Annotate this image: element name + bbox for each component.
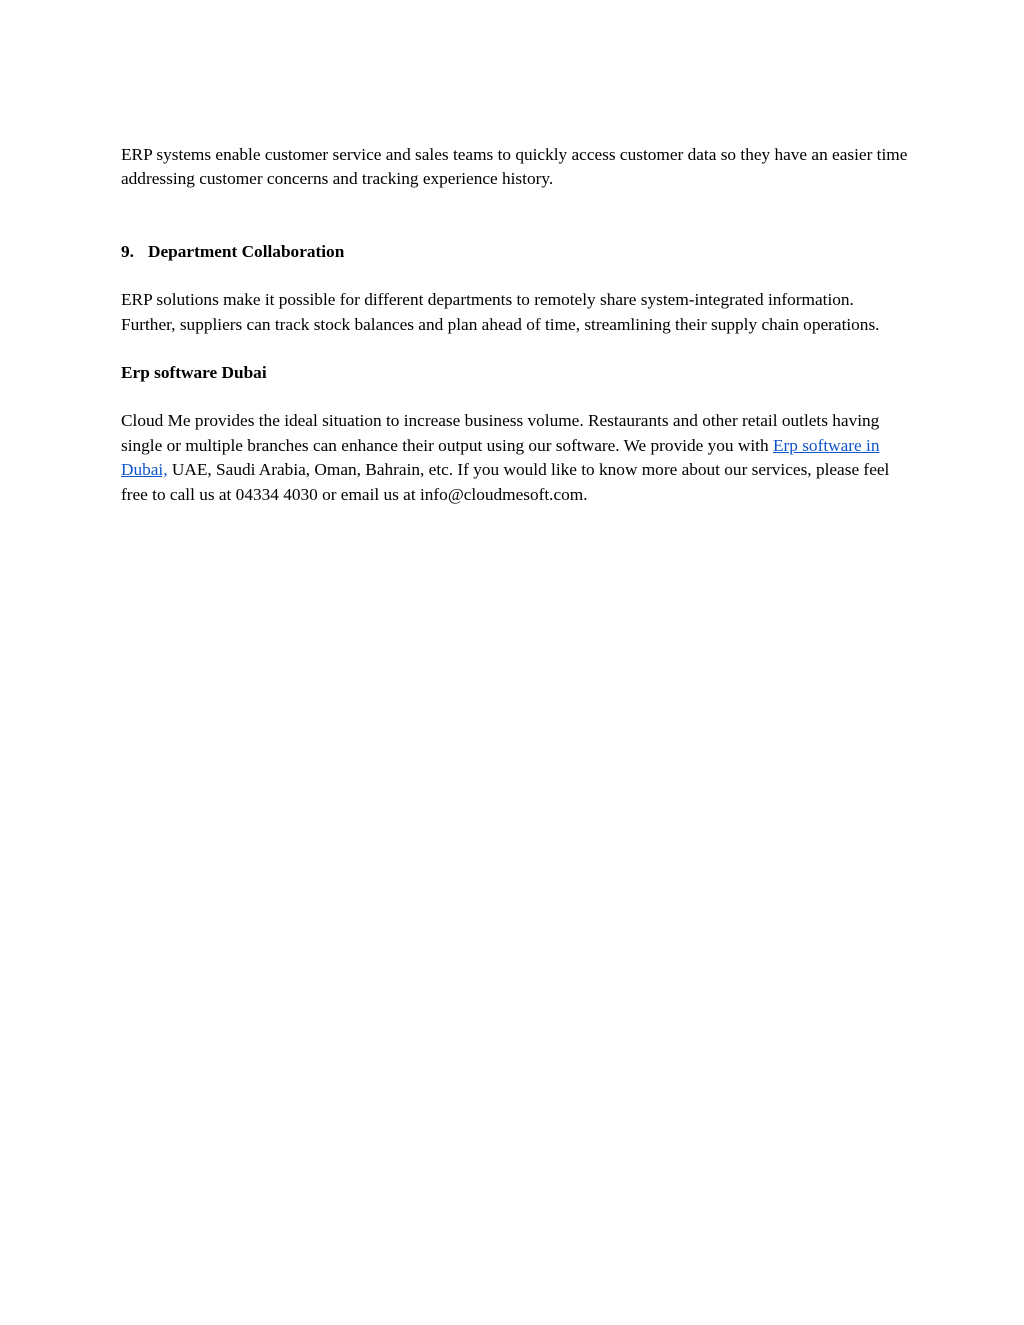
section-9-title: Department Collaboration xyxy=(148,241,345,261)
spacer xyxy=(121,264,911,288)
section-9-heading xyxy=(121,240,911,264)
spacer xyxy=(121,192,911,240)
erp-dubai-text-after: UAE, Saudi Arabia, Oman, Bahrain, etc. If you would like to know more about our services, please feel free to call us at 04334 4030 or email us at info@cloudmesoft.com. xyxy=(121,460,890,504)
spacer xyxy=(121,337,911,361)
section-9-body: ERP solutions make it possible for different departments to remotely share system-integrated information. Further, suppliers can track stock balances and plan ahead of time, streamlining their supply chain operations. xyxy=(121,290,880,334)
erp-software-dubai-link[interactable]: Erp software in Dubai, xyxy=(121,435,880,480)
erp-dubai-heading: Erp software Dubai xyxy=(121,363,267,383)
document-content xyxy=(121,143,911,507)
spacer xyxy=(121,385,911,409)
section-9-number: 9. xyxy=(121,241,134,261)
intro-paragraph: ERP systems enable customer service and sales teams to quickly access customer data so they have an easier time addressing customer concerns and tracking experience history. xyxy=(121,145,908,189)
erp-dubai-paragraph xyxy=(121,409,911,507)
erp-dubai-text-before: Cloud Me provides the ideal situation to increase business volume. Restaurants and other retail outlets having single or multiple branches can enhance their output using our software. We provide you with xyxy=(121,411,880,455)
